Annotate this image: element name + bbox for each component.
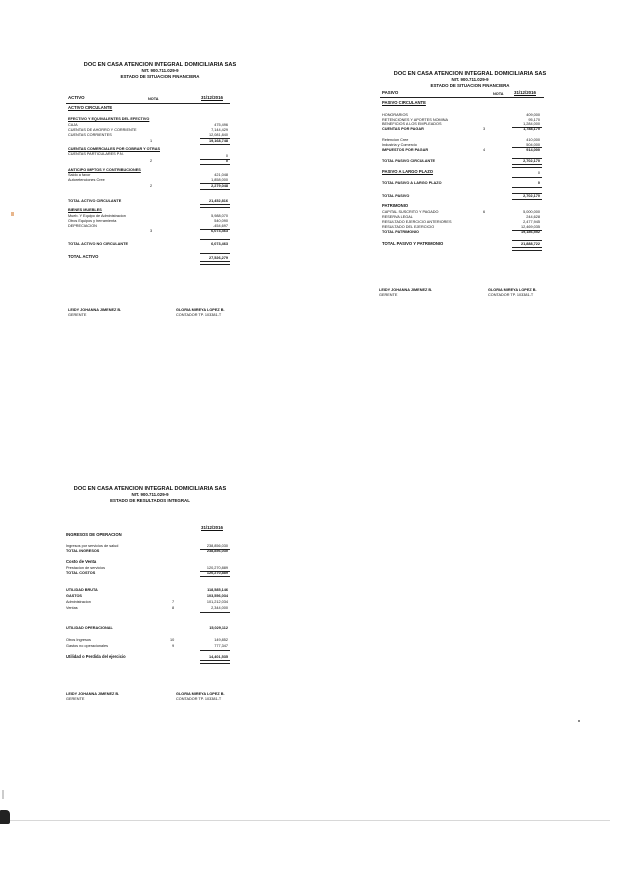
activo-col-date: 31/12/2016 bbox=[201, 95, 223, 100]
pasivo-section: PASIVO CIRCULANTE bbox=[382, 100, 426, 105]
anticipos-title: ANTICIPO IMPTOS Y CONTRIBUCIONES bbox=[68, 168, 141, 172]
pasivo-title: ESTADO DE SITUACION FINANCIERA bbox=[430, 83, 510, 88]
ant-value: 2,477,945 bbox=[523, 220, 540, 224]
cxp-value: 1,788,170 bbox=[523, 127, 540, 131]
cxc-label: CUENTAS PARTICULARES P.N. bbox=[68, 152, 124, 156]
honorarios-value: 409,000 bbox=[526, 113, 540, 117]
activo-section: ACTIVO CIRCULANTE bbox=[68, 105, 113, 110]
cxc-title: CUENTAS COMERCIALES POR COBRAR Y OTRAS bbox=[68, 147, 160, 151]
bienes-total: 6,073,463 bbox=[211, 229, 228, 233]
renta-value: 410,000 bbox=[526, 138, 540, 142]
cxc-nota: 2 bbox=[150, 159, 153, 163]
cxp-nota: 3 bbox=[483, 127, 486, 131]
scan-mark-left bbox=[2, 790, 4, 799]
cxc-value: 0 bbox=[225, 154, 228, 158]
pasivo-col-head: PASIVO bbox=[382, 90, 399, 95]
efectivo-nota: 1 bbox=[150, 139, 153, 143]
total-circulante-label: TOTAL ACTIVO CIRCULANTE bbox=[68, 199, 122, 203]
impuestos-nota: 4 bbox=[483, 148, 486, 152]
capital-label: CAPITAL SUSCRITO Y PAGADO bbox=[382, 210, 439, 214]
activo-col-nota: NOTA bbox=[148, 97, 159, 101]
anticipos-total: 2,279,048 bbox=[211, 184, 228, 188]
efectivo-total: 19,168,748 bbox=[208, 139, 228, 143]
pasivo-sig1-name: LEIDY JOHANNA JIMENEZ B. bbox=[379, 288, 433, 292]
activo-sig2-name: GLORIA MIREYA LOPEZ B. bbox=[176, 308, 225, 312]
largo-title: PASIVO A LARGO PLAZO bbox=[382, 169, 434, 174]
reserva-value: 244,628 bbox=[526, 215, 540, 219]
resultados-sig1-role: GERENTE bbox=[66, 697, 85, 701]
capital-value: 5,000,000 bbox=[523, 210, 540, 214]
ejercicio-value: 12,469,035 bbox=[520, 225, 540, 229]
otros-ing-nota: 10 bbox=[170, 638, 175, 642]
cxp-label: CUENTAS POR PAGAR bbox=[382, 127, 424, 131]
activo-header bbox=[60, 62, 260, 80]
activo-sig1-role: GERENTE bbox=[68, 313, 87, 317]
ahorro-label: CUENTAS DE AHORRO Y CORRIENTE bbox=[68, 128, 137, 132]
total-lp-label: TOTAL PASIVO A LARGO PLAZO bbox=[382, 181, 442, 185]
ingresos-value: 238,856,030 bbox=[206, 544, 228, 548]
total-no-circulante-label: TOTAL ACTIVO NO CIRCULANTE bbox=[68, 242, 128, 246]
ingresos-label: Ingresos por servicios de salud bbox=[66, 544, 119, 548]
retenciones-value: 95,170 bbox=[528, 118, 540, 122]
activo-company: DOC EN CASA ATENCION INTEGRAL DOMICILIARIA SAS bbox=[83, 62, 237, 68]
iva-value: 421,048 bbox=[214, 173, 228, 177]
ica-label: Industria y Comercio bbox=[382, 143, 417, 147]
ventas-label: Ventas bbox=[66, 606, 78, 610]
total-lp-value: 0 bbox=[537, 181, 540, 185]
ica-value: 504,000 bbox=[526, 143, 540, 147]
corriente-label: CUENTAS CORRIENTES bbox=[68, 133, 112, 137]
efectivo-title: EFECTIVO Y EQUIVALENTES DEL EFECTIVO bbox=[68, 117, 150, 121]
costo-label: Prestacion de servicios bbox=[66, 566, 106, 570]
otros-equipos-label: Otros Equipos y herramienta bbox=[68, 219, 117, 223]
utilidad-bruta-value: 118,585,146 bbox=[207, 588, 228, 592]
anticipos-nota: 2 bbox=[150, 184, 153, 188]
utilidad-op-label: UTILIDAD OPERACIONAL bbox=[66, 626, 113, 630]
pasivo-header bbox=[370, 71, 570, 89]
resultados-col-date: 31/12/2016 bbox=[201, 525, 223, 530]
acreedores-label: BENEFICIOS A LOS EMPLEADOS bbox=[382, 122, 442, 126]
caja-value: 475,496 bbox=[214, 123, 228, 127]
autoret-value: 1,858,000 bbox=[211, 178, 228, 182]
total-pp-label: TOTAL PASIVO Y PATRIMONIO bbox=[382, 241, 444, 246]
total-circulante-value: 21,452,816 bbox=[208, 199, 228, 203]
total-ingresos-label: TOTAL INGRESOS bbox=[66, 549, 100, 553]
deprec-label: DEPRECIACION bbox=[68, 224, 97, 228]
total-patrimonio-label: TOTAL PATRIMONIO bbox=[382, 230, 419, 234]
admin-nota: 7 bbox=[172, 600, 175, 604]
patrimonio-title: PATRIMONIO bbox=[382, 203, 409, 208]
ventas-nota: 8 bbox=[172, 606, 175, 610]
retenciones-label: RETENCIONES Y APORTES NOMINA bbox=[382, 118, 449, 122]
pasivo-sig2-name: GLORIA MIREYA LOPEZ B. bbox=[488, 288, 537, 292]
resultados-sig1-name: LEIDY JOHANNA JIMENEZ B. bbox=[66, 692, 120, 696]
corriente-value: 12,081,840 bbox=[208, 133, 228, 137]
total-activo-label: TOTAL ACTIVO bbox=[68, 254, 99, 259]
costo-title: Costo de Venta bbox=[66, 559, 97, 564]
equipo-label: Mueb. Y Equipo de Administracion bbox=[68, 214, 126, 218]
gastos-no-op-label: Gastos no operacionales bbox=[66, 644, 109, 648]
admin-value: 101,212,034 bbox=[206, 600, 228, 604]
gastos-no-op-value: 777,347 bbox=[214, 644, 228, 648]
utilidad-ej-value: 14,401,535 bbox=[208, 655, 228, 659]
cxc-total: 0 bbox=[225, 159, 228, 163]
caja-label: CAJA bbox=[68, 123, 78, 127]
pasivo-sig1-role: GERENTE bbox=[379, 293, 398, 297]
resultados-sig2-role: CONTADOR TP. 103381-T bbox=[176, 697, 222, 701]
pasivo-company: DOC EN CASA ATENCION INTEGRAL DOMICILIARIA SAS bbox=[393, 71, 547, 77]
activo-nit: NIT. 900.711.029-9 bbox=[141, 68, 179, 73]
pasivo-nit: NIT. 900.711.029-9 bbox=[451, 77, 489, 82]
bienes-title: BIENES MUEBLES bbox=[68, 208, 102, 212]
resultados-sig2-name: GLORIA MIREYA LOPEZ B. bbox=[176, 692, 225, 696]
deprec-value: -454,697 bbox=[213, 224, 228, 228]
equipo-value: 5,988,070 bbox=[211, 214, 228, 218]
scan-fold-line bbox=[10, 820, 610, 821]
total-costos-value: 120,270,889 bbox=[206, 571, 228, 575]
activo-sig1-name: LEIDY JOHANNA JIMENEZ B. bbox=[68, 308, 122, 312]
total-no-circulante-value: 6,073,463 bbox=[211, 242, 228, 246]
total-pc-label: TOTAL PASIVO CIRCULANTE bbox=[382, 159, 436, 163]
activo-sig2-role: CONTADOR TP. 103381-T bbox=[176, 313, 222, 317]
honorarios-label: HONORARIOS bbox=[382, 113, 408, 117]
pasivo-col-nota: NOTA bbox=[493, 92, 504, 96]
admin-label: Administracion bbox=[66, 600, 91, 604]
ingresos-title: INGRESOS DE OPERACION bbox=[66, 532, 122, 537]
utilidad-op-value: 15,029,112 bbox=[209, 626, 228, 630]
pasivo-col-date: 31/12/2016 bbox=[514, 90, 536, 95]
reserva-label: RESERVA LEGAL bbox=[382, 215, 413, 219]
otros-ing-label: Otros Ingresos bbox=[66, 638, 91, 642]
scan-edge-blot bbox=[0, 810, 10, 824]
activo-col-head: ACTIVO bbox=[68, 95, 85, 100]
total-pasivo-value: 2,702,170 bbox=[523, 194, 540, 198]
total-patrimonio-value: 19,186,552 bbox=[520, 230, 540, 234]
total-pc-value: 2,702,170 bbox=[523, 159, 540, 163]
impuestos-value: 914,000 bbox=[526, 148, 540, 152]
gastos-value: 103,556,034 bbox=[206, 594, 228, 598]
otros-ing-value: 149,852 bbox=[214, 638, 228, 642]
renta-label: Retencion Cree bbox=[382, 138, 409, 142]
resultados-header bbox=[50, 486, 250, 504]
gastos-label: GASTOS bbox=[66, 594, 82, 598]
utilidad-bruta-label: UTILIDAD BRUTA bbox=[66, 588, 98, 592]
resultados-nit: NIT. 900.711.029-9 bbox=[131, 492, 169, 497]
utilidad-ej-label: Utilidad o Perdida del ejercicio bbox=[66, 654, 126, 659]
scan-dot bbox=[578, 720, 580, 722]
bienes-nota: 3 bbox=[150, 229, 153, 233]
total-ingresos-value: 238,856,030 bbox=[206, 549, 228, 553]
total-activo-value: 27,526,279 bbox=[208, 256, 228, 260]
pasivo-sig2-role: CONTADOR TP. 103381-T bbox=[488, 293, 534, 297]
gastos-no-op-nota: 9 bbox=[172, 644, 175, 648]
ejercicio-label: RESULTADO DEL EJERCICIO bbox=[382, 225, 435, 229]
resultados-title: ESTADO DE RESULTADOS INTEGRAL bbox=[110, 498, 190, 503]
acreedores-value: 1,284,000 bbox=[523, 122, 540, 126]
autoret-label: Autoretenciones Cree bbox=[68, 178, 105, 182]
total-costos-label: TOTAL COSTOS bbox=[66, 571, 96, 575]
total-pp-value: 21,888,722 bbox=[520, 242, 540, 246]
capital-nota: 6 bbox=[483, 210, 486, 214]
ahorro-value: 7,144,429 bbox=[211, 128, 228, 132]
activo-title: ESTADO DE SITUACION FINANCIERA bbox=[120, 74, 200, 79]
ventas-value: 2,344,000 bbox=[211, 606, 228, 610]
largo-value: 0 bbox=[537, 171, 540, 175]
iva-label: Saldo a favor bbox=[68, 173, 91, 177]
otros-equipos-value: 540,090 bbox=[214, 219, 228, 223]
scan-speck bbox=[11, 212, 14, 216]
resultados-company: DOC EN CASA ATENCION INTEGRAL DOMICILIARIA SAS bbox=[73, 486, 227, 492]
ant-label: RESULTADO EJERCICIO ANTERIORES bbox=[382, 220, 452, 224]
total-pasivo-label: TOTAL PASIVO bbox=[382, 194, 410, 198]
costo-value: 120,270,889 bbox=[206, 566, 228, 570]
impuestos-label: IMPUESTOS POR PAGAR bbox=[382, 148, 429, 152]
